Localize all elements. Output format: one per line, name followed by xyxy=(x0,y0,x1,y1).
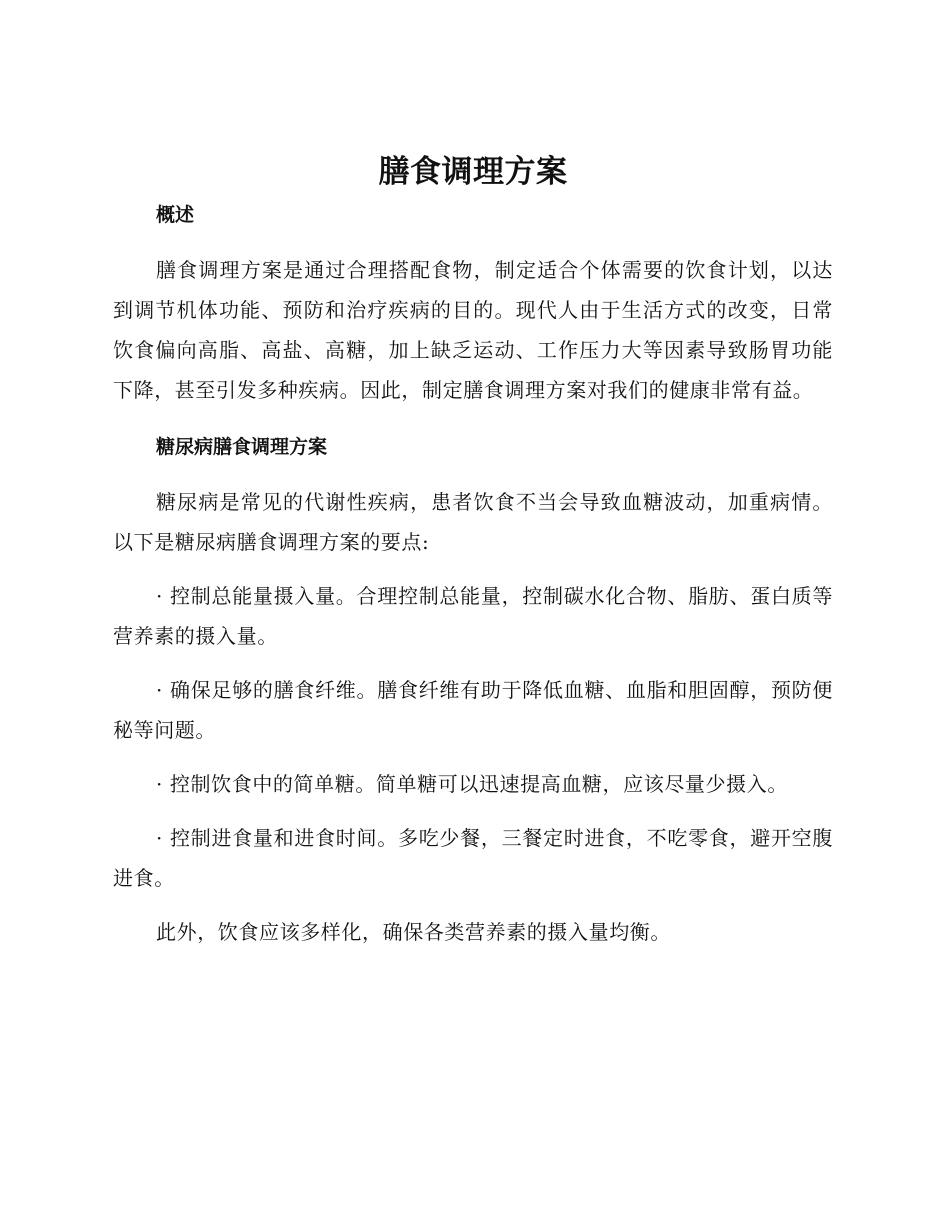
diabetes-intro-paragraph: 糖尿病是常见的代谢性疾病，患者饮食不当会导致血糖波动，加重病情。以下是糖尿病膳食调理方案的要点: xyxy=(113,490,833,554)
section-heading-diabetes: 糖尿病膳食调理方案 xyxy=(156,436,328,458)
overview-paragraph: 膳食调理方案是通过合理搭配食物，制定适合个体需要的饮食计划，以达到调节机体功能、预防和治疗疾病的目的。现代人由于生活方式的改变，日常饮食偏向高脂、高盐、高糖，加上缺乏运动、工作压力大等因素导致肠胃功能下降，甚至引发多种疾病。因此，制定膳食调理方案对我们的健康非常有益。 xyxy=(113,258,833,402)
document-title: 膳食调理方案 xyxy=(378,154,568,190)
closing-paragraph: 此外，饮食应该多样化，确保各类营养素的摄入量均衡。 xyxy=(156,920,671,944)
bullet-item-fiber: · 确保足够的膳食纤维。膳食纤维有助于降低血糖、血脂和胆固醇，预防便秘等问题。 xyxy=(113,678,833,742)
bullet-item-energy: · 控制总能量摄入量。合理控制总能量，控制碳水化合物、脂肪、蛋白质等营养素的摄入量。 xyxy=(113,584,833,648)
document-page xyxy=(113,150,833,952)
bullet-item-simple-sugar: · 控制饮食中的简单糖。简单糖可以迅速提高血糖，应该尽量少摄入。 xyxy=(156,772,788,796)
bullet-item-meal-timing: · 控制进食量和进食时间。多吃少餐，三餐定时进食，不吃零食，避开空腹进食。 xyxy=(113,826,833,890)
section-heading-overview: 概述 xyxy=(156,204,195,226)
